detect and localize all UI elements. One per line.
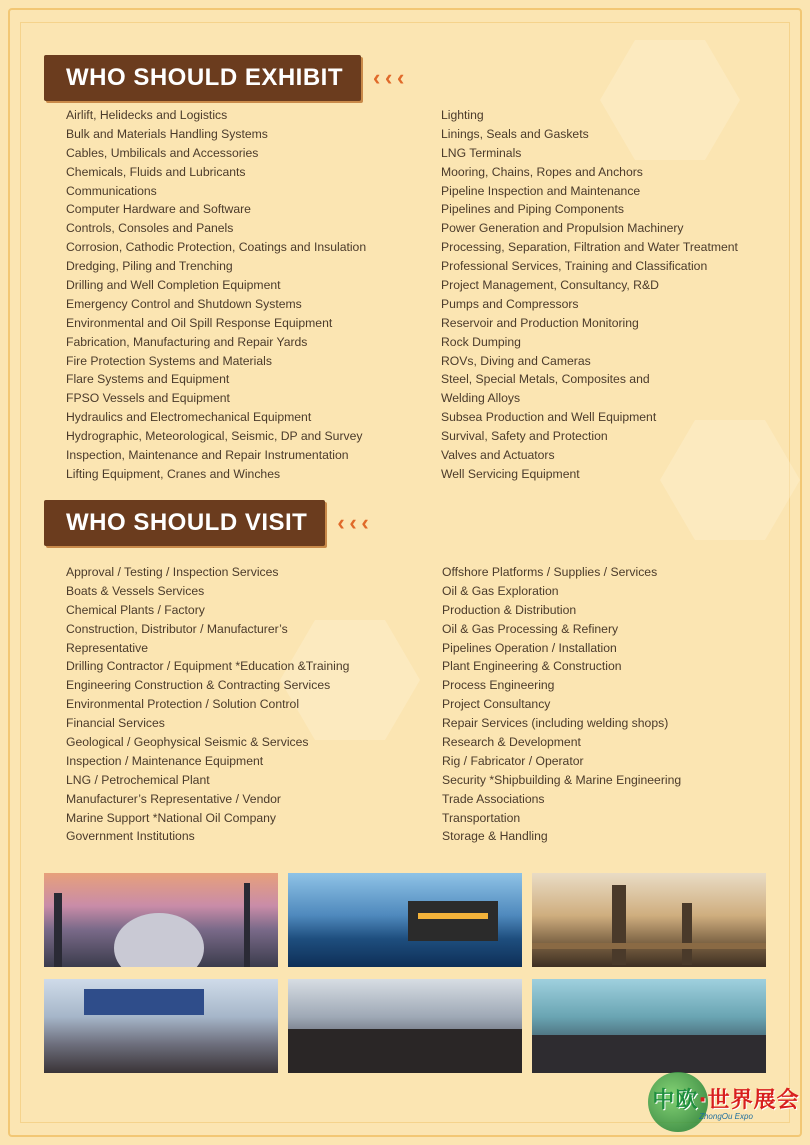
visit-list-item: Trade Associations [442,791,545,806]
exhibit-list-right [441,106,738,484]
exhibit-list-left [66,106,366,484]
visit-list-item: Chemical Plants / Factory [66,602,205,617]
exhibit-list-item: Emergency Control and Shutdown Systems [66,296,302,311]
chevrons-icon: ‹ ‹ ‹ [337,510,369,535]
logo-cn-part1: 中欧 [652,1088,699,1113]
exhibit-list-item: Professional Services, Training and Classification [441,259,708,274]
exhibit-list-item: Lifting Equipment, Cranes and Winches [66,466,281,481]
exhibit-list-item: Airlift, Helidecks and Logistics [66,108,228,122]
exhibit-list-item: LNG Terminals [441,145,522,160]
exhibit-list-item: Environmental and Oil Spill Response Equipment [66,315,333,330]
visit-list-item: Rig / Fabricator / Operator [442,753,584,768]
exhibit-list-item: Project Management, Consultancy, R&D [441,278,659,293]
logo-chinese-text [652,1083,799,1114]
exhibit-list-item: Dredging, Piling and Trenching [66,259,233,274]
exhibition-crowd-photo [288,979,522,1073]
visit-list-item: Engineering Construction & Contracting Services [66,678,331,693]
visit-list-right [442,563,681,846]
logo-cn-part2: ·世界展会 [698,1088,800,1113]
exhibit-list-item: Cables, Umbilicals and Accessories [66,145,259,160]
visit-list-left [66,563,349,846]
visit-list-item: Oil & Gas Processing & Refinery [442,621,619,636]
exhibit-list-item: Survival, Safety and Protection [441,429,608,444]
exhibit-list-item: Subsea Production and Well Equipment [441,410,657,425]
offshore-platform-photo [288,873,522,967]
visit-list-item: Drilling Contractor / Equipment *Education &Training [66,659,350,674]
refinery-sunset-photo [44,873,278,967]
visit-list-item: Boats & Vessels Services [66,583,205,598]
visit-list-item: Process Engineering [442,678,555,693]
visit-list-item: Approval / Testing / Inspection Services [66,565,279,579]
visit-list-item: Plant Engineering & Construction [442,659,622,674]
exhibit-list-item: Lighting [441,108,484,122]
visit-list-item: Construction, Distributor / Manufacturer’s [66,621,288,636]
logo-english-text: ZhongOu Expo [699,1112,753,1121]
visit-list-item: Oil & Gas Exploration [442,583,559,598]
visit-list-item: Representative [66,640,148,655]
exhibition-booth-photo [44,979,278,1073]
visit-list-item: Security *Shipbuilding & Marine Engineering [442,772,682,787]
exhibit-list-item: Power Generation and Propulsion Machinery [441,221,684,236]
visit-list-item: Offshore Platforms / Supplies / Services [442,565,658,579]
exhibit-title: WHO SHOULD EXHIBIT [44,55,361,101]
visit-list-item: Transportation [442,810,521,825]
exhibit-list-item: Mooring, Chains, Ropes and Anchors [441,164,643,179]
exhibit-list-item: Steel, Special Metals, Composites and [441,372,650,387]
exhibit-list-item: Chemicals, Fluids and Lubricants [66,164,246,179]
exhibit-section-header [44,55,409,101]
visit-list-item: Research & Development [442,735,581,750]
exhibit-list-item: Welding Alloys [441,391,521,406]
industrial-plant-photo [532,873,766,967]
exhibit-list-item: FPSO Vessels and Equipment [66,391,230,406]
visit-section-header [44,500,373,546]
visit-title: WHO SHOULD VISIT [44,500,325,546]
exhibit-list-item: Well Servicing Equipment [441,466,580,481]
exhibit-list-item: Hydrographic, Meteorological, Seismic, DP and Survey [66,429,363,444]
chevrons-icon: ‹ ‹ ‹ [373,65,405,90]
zhongou-expo-logo [648,1072,804,1132]
visit-list-item: Geological / Geophysical Seismic & Services [66,735,309,750]
exhibit-list-item: Pipeline Inspection and Maintenance [441,183,641,198]
exhibit-list-item: Pumps and Compressors [441,296,579,311]
exhibit-list-item: Inspection, Maintenance and Repair Instrumentation [66,448,349,463]
visit-list-item: Production & Distribution [442,602,577,617]
exhibit-list-item: Pipelines and Piping Components [441,202,624,217]
exhibit-list-item: Fabrication, Manufacturing and Repair Yards [66,334,308,349]
exhibit-list-item: Valves and Actuators [441,448,555,463]
exhibit-list-item: Flare Systems and Equipment [66,372,230,387]
visit-list-item: Pipelines Operation / Installation [442,640,617,655]
visit-list-item: Government Institutions [66,829,195,844]
exhibit-list-item: Computer Hardware and Software [66,202,251,217]
visit-list-item: Storage & Handling [442,829,548,844]
visit-list-item: Inspection / Maintenance Equipment [66,753,264,768]
exhibit-list-item: Hydraulics and Electromechanical Equipment [66,410,312,425]
exhibit-list-item: Reservoir and Production Monitoring [441,315,639,330]
visit-list-item: Financial Services [66,716,165,731]
visit-list-item: Manufacturer’s Representative / Vendor [66,791,281,806]
exhibit-list-item: Rock Dumping [441,334,521,349]
exhibit-list-item: Corrosion, Cathodic Protection, Coatings and Insulation [66,240,367,255]
exhibit-list-item: Drilling and Well Completion Equipment [66,278,281,293]
exhibit-list-item: Bulk and Materials Handling Systems [66,126,268,141]
exhibit-list-item: Communications [66,183,157,198]
exhibit-list-item: Controls, Consoles and Panels [66,221,234,236]
exhibit-list-item: ROVs, Diving and Cameras [441,353,591,368]
visit-list-item: Marine Support *National Oil Company [66,810,276,825]
visit-list-item: Repair Services (including welding shops) [442,716,669,731]
exhibit-list-item: Fire Protection Systems and Materials [66,353,272,368]
visit-list-item: Environmental Protection / Solution Control [66,697,300,712]
exhibit-list-item: Processing, Separation, Filtration and Water Treatment [441,240,738,255]
exhibition-hall-photo [532,979,766,1073]
exhibit-list-item: Linings, Seals and Gaskets [441,126,589,141]
visit-list-item: Project Consultancy [442,697,551,712]
visit-list-item: LNG / Petrochemical Plant [66,772,210,787]
